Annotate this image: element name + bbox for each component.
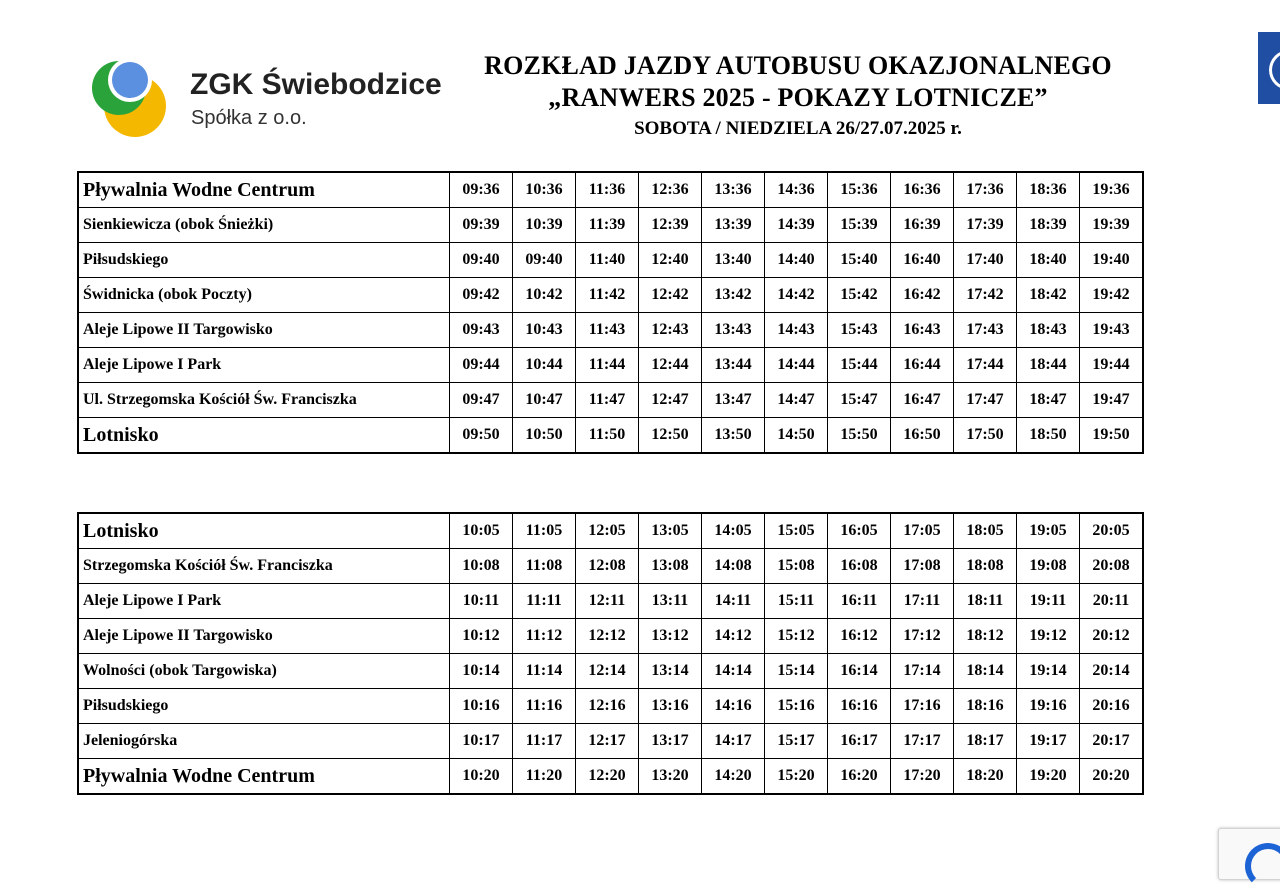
departure-time: 19:40 <box>1080 243 1144 278</box>
departure-time: 14:20 <box>702 759 765 795</box>
table-row <box>78 243 1143 278</box>
departure-time: 19:05 <box>1017 513 1080 549</box>
table-row <box>78 383 1143 418</box>
stop-name: Jeleniogórska <box>78 724 450 759</box>
departure-time: 09:40 <box>450 243 513 278</box>
departure-time: 18:40 <box>1017 243 1080 278</box>
departure-time: 11:36 <box>576 172 639 208</box>
departure-time: 16:36 <box>891 172 954 208</box>
departure-time: 13:17 <box>639 724 702 759</box>
departure-time: 16:47 <box>891 383 954 418</box>
departure-time: 18:39 <box>1017 208 1080 243</box>
departure-time: 18:05 <box>954 513 1017 549</box>
departure-time: 11:44 <box>576 348 639 383</box>
departure-time: 11:12 <box>513 619 576 654</box>
departure-time: 18:42 <box>1017 278 1080 313</box>
departure-time: 12:43 <box>639 313 702 348</box>
table-row <box>78 313 1143 348</box>
departure-time: 17:36 <box>954 172 1017 208</box>
departure-time: 19:16 <box>1017 689 1080 724</box>
departure-time: 20:05 <box>1080 513 1144 549</box>
stop-name: Wolności (obok Targowiska) <box>78 654 450 689</box>
departure-time: 09:50 <box>450 418 513 454</box>
stop-name: Pływalnia Wodne Centrum <box>78 759 450 795</box>
departure-time: 13:12 <box>639 619 702 654</box>
departure-time: 17:12 <box>891 619 954 654</box>
stop-name: Aleje Lipowe II Targowisko <box>78 313 450 348</box>
departure-time: 17:39 <box>954 208 1017 243</box>
table-row <box>78 208 1143 243</box>
departure-time: 19:47 <box>1080 383 1144 418</box>
departure-time: 17:47 <box>954 383 1017 418</box>
departure-time: 14:43 <box>765 313 828 348</box>
departure-time: 12:39 <box>639 208 702 243</box>
departure-time: 12:47 <box>639 383 702 418</box>
departure-time: 17:05 <box>891 513 954 549</box>
timetable-return <box>77 512 1144 795</box>
departure-time: 12:36 <box>639 172 702 208</box>
departure-time: 17:14 <box>891 654 954 689</box>
departure-time: 19:11 <box>1017 584 1080 619</box>
departure-time: 09:42 <box>450 278 513 313</box>
departure-time: 11:42 <box>576 278 639 313</box>
departure-time: 13:36 <box>702 172 765 208</box>
departure-time: 13:11 <box>639 584 702 619</box>
stop-name: Pływalnia Wodne Centrum <box>78 172 450 208</box>
departure-time: 20:16 <box>1080 689 1144 724</box>
departure-time: 14:11 <box>702 584 765 619</box>
departure-time: 18:12 <box>954 619 1017 654</box>
table-row <box>78 654 1143 689</box>
table-row <box>78 584 1143 619</box>
stop-name: Piłsudskiego <box>78 689 450 724</box>
departure-time: 10:44 <box>513 348 576 383</box>
departure-time: 11:05 <box>513 513 576 549</box>
departure-time: 10:39 <box>513 208 576 243</box>
departure-time: 09:44 <box>450 348 513 383</box>
stop-name: Aleje Lipowe II Targowisko <box>78 619 450 654</box>
departure-time: 18:17 <box>954 724 1017 759</box>
departure-time: 11:11 <box>513 584 576 619</box>
departure-time: 18:36 <box>1017 172 1080 208</box>
departure-time: 09:36 <box>450 172 513 208</box>
departure-time: 10:36 <box>513 172 576 208</box>
departure-time: 13:14 <box>639 654 702 689</box>
departure-time: 13:42 <box>702 278 765 313</box>
departure-time: 14:44 <box>765 348 828 383</box>
departure-time: 17:17 <box>891 724 954 759</box>
departure-time: 12:42 <box>639 278 702 313</box>
departure-time: 09:39 <box>450 208 513 243</box>
departure-time: 16:39 <box>891 208 954 243</box>
departure-time: 15:05 <box>765 513 828 549</box>
departure-time: 16:08 <box>828 549 891 584</box>
departure-time: 15:11 <box>765 584 828 619</box>
departure-time: 11:16 <box>513 689 576 724</box>
departure-time: 19:43 <box>1080 313 1144 348</box>
departure-time: 12:05 <box>576 513 639 549</box>
departure-time: 15:50 <box>828 418 891 454</box>
departure-time: 14:08 <box>702 549 765 584</box>
table-row <box>78 418 1143 454</box>
departure-time: 18:43 <box>1017 313 1080 348</box>
table-row <box>78 724 1143 759</box>
departure-time: 15:20 <box>765 759 828 795</box>
departure-time: 16:16 <box>828 689 891 724</box>
table-row <box>78 348 1143 383</box>
departure-time: 12:11 <box>576 584 639 619</box>
departure-time: 10:12 <box>450 619 513 654</box>
departure-time: 14:47 <box>765 383 828 418</box>
departure-time: 16:05 <box>828 513 891 549</box>
departure-time: 15:17 <box>765 724 828 759</box>
table-row <box>78 689 1143 724</box>
departure-time: 20:11 <box>1080 584 1144 619</box>
departure-time: 16:12 <box>828 619 891 654</box>
departure-time: 12:44 <box>639 348 702 383</box>
stop-name: Strzegomska Kościół Św. Franciszka <box>78 549 450 584</box>
departure-time: 10:14 <box>450 654 513 689</box>
departure-time: 20:17 <box>1080 724 1144 759</box>
departure-time: 13:08 <box>639 549 702 584</box>
departure-time: 11:40 <box>576 243 639 278</box>
departure-time: 10:05 <box>450 513 513 549</box>
departure-time: 13:16 <box>639 689 702 724</box>
departure-time: 11:14 <box>513 654 576 689</box>
departure-time: 14:05 <box>702 513 765 549</box>
departure-time: 15:08 <box>765 549 828 584</box>
departure-time: 15:16 <box>765 689 828 724</box>
departure-time: 11:17 <box>513 724 576 759</box>
departure-time: 09:47 <box>450 383 513 418</box>
departure-time: 10:20 <box>450 759 513 795</box>
departure-time: 11:50 <box>576 418 639 454</box>
schedule-title: ROZKŁAD JAZDY AUTOBUSU OKAZJONALNEGO <box>484 51 1112 80</box>
departure-time: 15:14 <box>765 654 828 689</box>
departure-time: 16:17 <box>828 724 891 759</box>
departure-time: 14:17 <box>702 724 765 759</box>
departure-time: 14:42 <box>765 278 828 313</box>
departure-time: 17:40 <box>954 243 1017 278</box>
departure-time: 19:14 <box>1017 654 1080 689</box>
departure-time: 12:16 <box>576 689 639 724</box>
departure-time: 15:44 <box>828 348 891 383</box>
stop-name: Świdnicka (obok Poczty) <box>78 278 450 313</box>
departure-time: 13:40 <box>702 243 765 278</box>
departure-time: 17:08 <box>891 549 954 584</box>
departure-time: 13:39 <box>702 208 765 243</box>
departure-time: 20:12 <box>1080 619 1144 654</box>
departure-time: 11:08 <box>513 549 576 584</box>
departure-time: 09:40 <box>513 243 576 278</box>
departure-time: 13:44 <box>702 348 765 383</box>
departure-time: 15:36 <box>828 172 891 208</box>
departure-time: 12:14 <box>576 654 639 689</box>
stop-name: Aleje Lipowe I Park <box>78 584 450 619</box>
departure-time: 11:47 <box>576 383 639 418</box>
stop-name: Lotnisko <box>78 418 450 454</box>
departure-time: 15:39 <box>828 208 891 243</box>
departure-time: 14:50 <box>765 418 828 454</box>
departure-time: 19:39 <box>1080 208 1144 243</box>
departure-time: 16:20 <box>828 759 891 795</box>
departure-time: 20:14 <box>1080 654 1144 689</box>
departure-time: 14:39 <box>765 208 828 243</box>
departure-time: 10:50 <box>513 418 576 454</box>
departure-time: 14:36 <box>765 172 828 208</box>
departure-time: 09:43 <box>450 313 513 348</box>
departure-time: 10:42 <box>513 278 576 313</box>
departure-time: 17:44 <box>954 348 1017 383</box>
departure-time: 16:11 <box>828 584 891 619</box>
departure-time: 13:43 <box>702 313 765 348</box>
table-row <box>78 759 1143 795</box>
departure-time: 16:14 <box>828 654 891 689</box>
departure-time: 16:44 <box>891 348 954 383</box>
departure-time: 10:16 <box>450 689 513 724</box>
departure-time: 10:17 <box>450 724 513 759</box>
departure-time: 20:20 <box>1080 759 1144 795</box>
departure-time: 12:17 <box>576 724 639 759</box>
departure-time: 10:08 <box>450 549 513 584</box>
departure-time: 18:20 <box>954 759 1017 795</box>
departure-time: 13:20 <box>639 759 702 795</box>
departure-time: 16:42 <box>891 278 954 313</box>
departure-time: 15:43 <box>828 313 891 348</box>
departure-time: 19:44 <box>1080 348 1144 383</box>
event-title: „RANWERS 2025 - POKAZY LOTNICZE” <box>548 83 1048 112</box>
departure-time: 11:43 <box>576 313 639 348</box>
schedule-dates: SOBOTA / NIEDZIELA 26/27.07.2025 r. <box>634 118 962 139</box>
departure-time: 19:42 <box>1080 278 1144 313</box>
departure-time: 19:08 <box>1017 549 1080 584</box>
departure-time: 17:42 <box>954 278 1017 313</box>
departure-time: 17:11 <box>891 584 954 619</box>
departure-time: 18:14 <box>954 654 1017 689</box>
departure-time: 12:08 <box>576 549 639 584</box>
logo-company-name: ZGK Świebodzice <box>190 68 442 101</box>
departure-time: 17:43 <box>954 313 1017 348</box>
stop-name: Sienkiewicza (obok Śnieżki) <box>78 208 450 243</box>
departure-time: 19:17 <box>1017 724 1080 759</box>
departure-time: 12:40 <box>639 243 702 278</box>
departure-time: 10:47 <box>513 383 576 418</box>
departure-time: 18:50 <box>1017 418 1080 454</box>
table-row <box>78 619 1143 654</box>
side-badge-icon[interactable] <box>1258 32 1280 104</box>
departure-time: 12:20 <box>576 759 639 795</box>
departure-time: 14:16 <box>702 689 765 724</box>
departure-time: 12:50 <box>639 418 702 454</box>
departure-time: 19:50 <box>1080 418 1144 454</box>
departure-time: 11:20 <box>513 759 576 795</box>
departure-time: 10:43 <box>513 313 576 348</box>
departure-time: 19:20 <box>1017 759 1080 795</box>
departure-time: 18:16 <box>954 689 1017 724</box>
departure-time: 12:12 <box>576 619 639 654</box>
departure-time: 18:44 <box>1017 348 1080 383</box>
departure-time: 14:12 <box>702 619 765 654</box>
departure-time: 14:14 <box>702 654 765 689</box>
departure-time: 17:16 <box>891 689 954 724</box>
logo-circles-icon <box>86 58 182 140</box>
stop-name: Aleje Lipowe I Park <box>78 348 450 383</box>
stop-name: Lotnisko <box>78 513 450 549</box>
departure-time: 17:50 <box>954 418 1017 454</box>
table-row <box>78 278 1143 313</box>
departure-time: 11:39 <box>576 208 639 243</box>
departure-time: 16:43 <box>891 313 954 348</box>
departure-time: 15:47 <box>828 383 891 418</box>
stop-name: Piłsudskiego <box>78 243 450 278</box>
departure-time: 18:08 <box>954 549 1017 584</box>
table-row <box>78 172 1143 208</box>
departure-time: 20:08 <box>1080 549 1144 584</box>
departure-time: 15:12 <box>765 619 828 654</box>
timetable-outbound <box>77 171 1144 454</box>
schedule-header <box>468 50 1128 142</box>
departure-time: 18:47 <box>1017 383 1080 418</box>
company-logo <box>86 58 466 138</box>
departure-time: 14:40 <box>765 243 828 278</box>
logo-company-subtitle: Spółka z o.o. <box>191 107 307 129</box>
departure-time: 15:42 <box>828 278 891 313</box>
stop-name: Ul. Strzegomska Kościół Św. Franciszka <box>78 383 450 418</box>
table-row <box>78 513 1143 549</box>
departure-time: 17:20 <box>891 759 954 795</box>
departure-time: 19:12 <box>1017 619 1080 654</box>
departure-time: 13:05 <box>639 513 702 549</box>
departure-time: 18:11 <box>954 584 1017 619</box>
departure-time: 10:11 <box>450 584 513 619</box>
departure-time: 13:50 <box>702 418 765 454</box>
table-row <box>78 549 1143 584</box>
recaptcha-icon[interactable] <box>1218 828 1280 880</box>
departure-time: 16:50 <box>891 418 954 454</box>
departure-time: 13:47 <box>702 383 765 418</box>
departure-time: 15:40 <box>828 243 891 278</box>
departure-time: 19:36 <box>1080 172 1144 208</box>
departure-time: 16:40 <box>891 243 954 278</box>
